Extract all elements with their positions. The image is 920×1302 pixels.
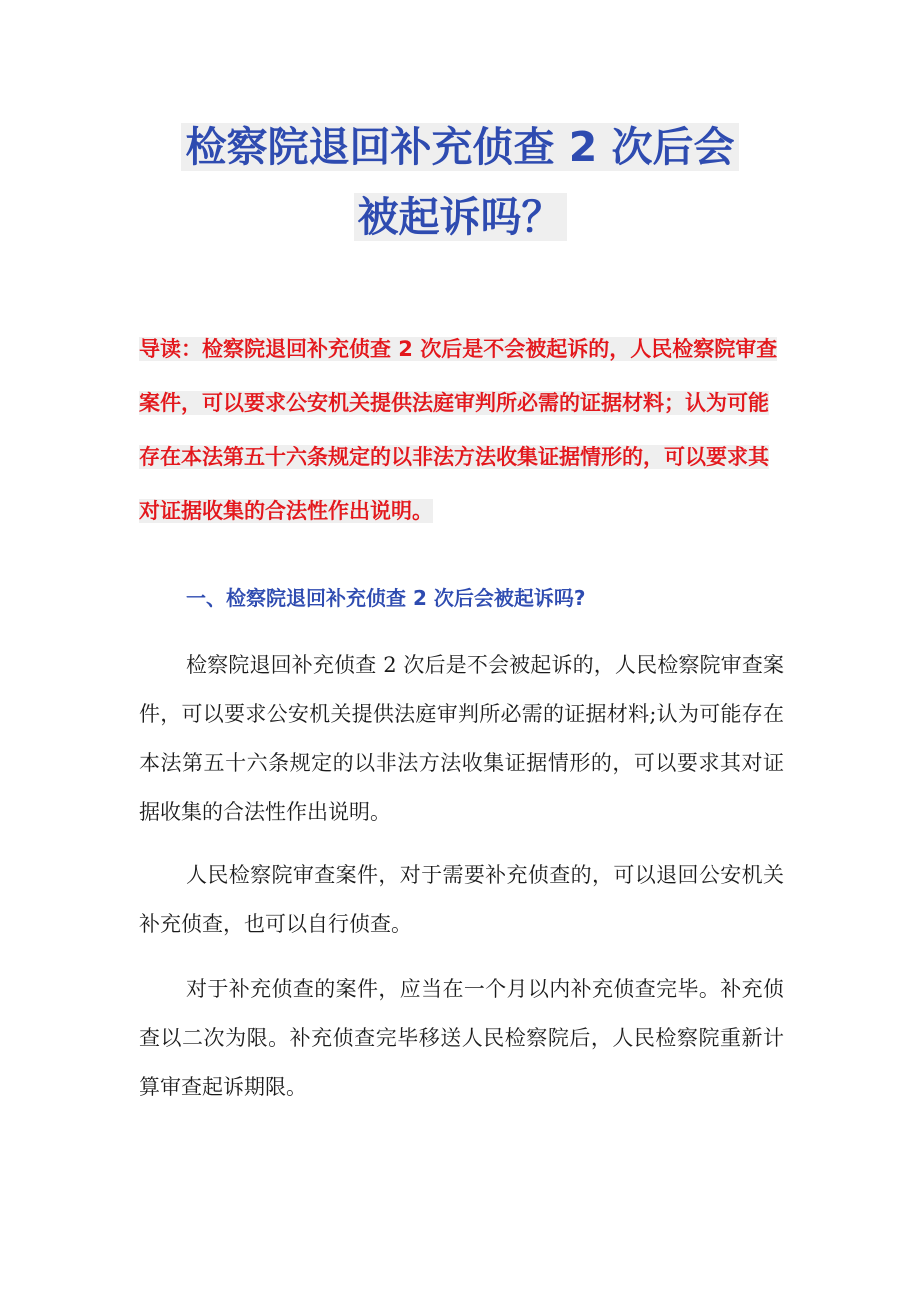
- page-title: [0, 112, 920, 252]
- section-heading: 一、检察院退回补充侦查 2 次后会被起诉吗?: [186, 586, 586, 610]
- title-line-1: 检察院退回补充侦查 2 次后会: [181, 123, 738, 171]
- body-paragraph-3: 对于补充侦查的案件，应当在一个月以内补充侦查完毕。补充侦查以二次为限。补充侦查完毕移送人民检察院后，人民检察院重新计算审查起诉期限。: [139, 977, 784, 1099]
- lead-text: 导读：检察院退回补充侦查 2 次后是不会被起诉的，人民检察院审查案件，可以要求公安机关提供法庭审判所必需的证据材料；认为可能存在本法第五十六条规定的以非法方法收集证据情形的，可以要求其对证据收集的合法性作出说明。: [139, 337, 778, 523]
- body-paragraph-2: 人民检察院审查案件，对于需要补充侦查的，可以退回公安机关补充侦查，也可以自行侦查。: [139, 863, 784, 936]
- lead-summary: [139, 322, 789, 538]
- title-line-2: 被起诉吗？: [354, 193, 567, 241]
- body-paragraph-1: 检察院退回补充侦查 2 次后是不会被起诉的，人民检察院审查案件，可以要求公安机关提供法庭审判所必需的证据材料;认为可能存在本法第五十六条规定的以非法方法收集证据情形的，可以要求其对证据收集的合法性作出说明。: [139, 653, 784, 824]
